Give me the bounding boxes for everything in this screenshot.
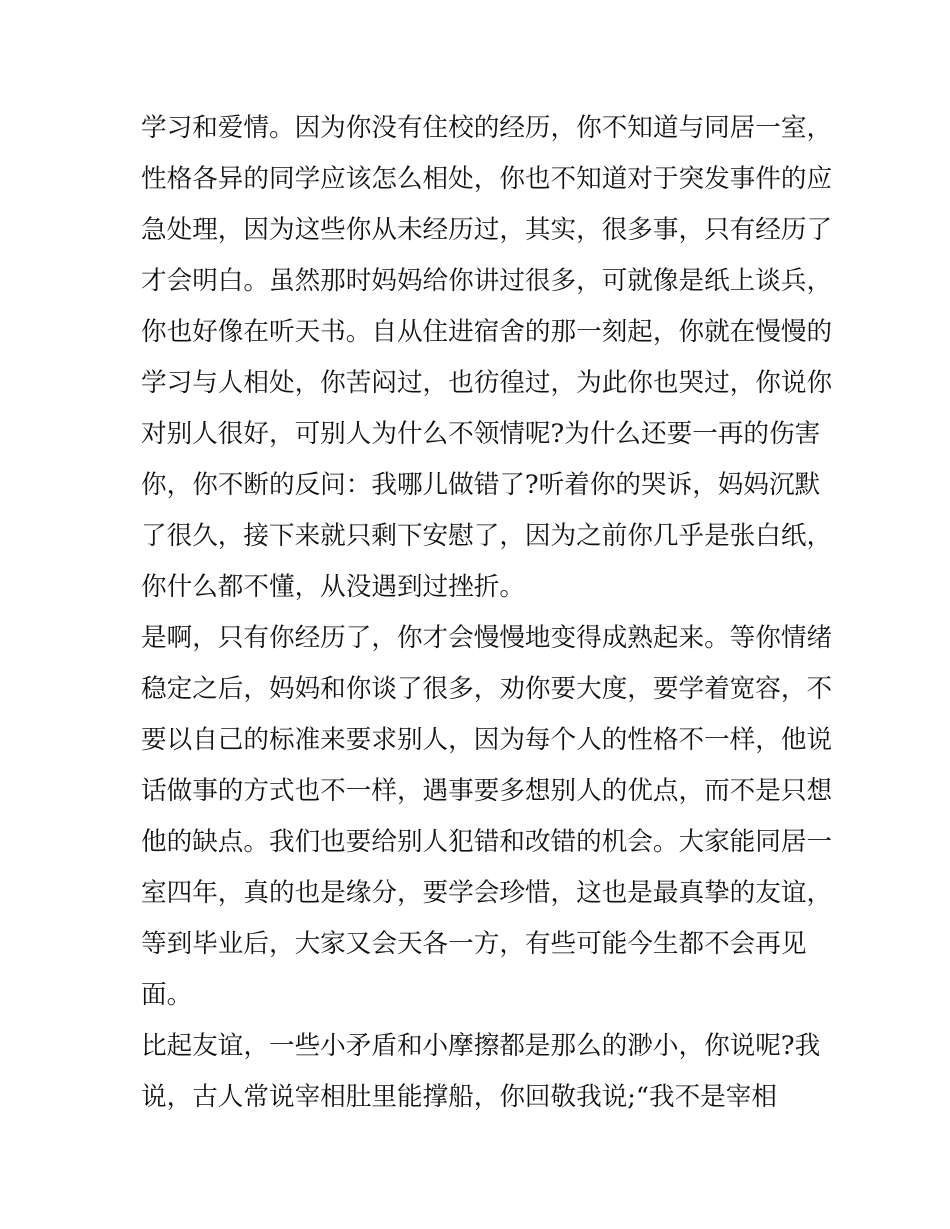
text-line: 对别人很好，可别人为什么不领情呢?为什么还要一再的伤害 bbox=[141, 419, 821, 449]
text-line: 面。 bbox=[141, 980, 193, 1010]
text-line: 才会明白。虽然那时妈妈给你讲过很多，可就像是纸上谈兵， bbox=[141, 266, 833, 296]
text-line: 话做事的方式也不一样，遇事要多想别人的优点，而不是只想 bbox=[141, 776, 833, 806]
text-line: 性格各异的同学应该怎么相处，你也不知道对于突发事件的应 bbox=[141, 164, 833, 194]
text-line: 室四年，真的也是缘分，要学会珍惜，这也是最真挚的友谊， bbox=[141, 878, 833, 908]
text-line: 你什么都不懂，从没遇到过挫折。 bbox=[141, 572, 525, 602]
text-line: 学习和爱情。因为你没有住校的经历，你不知道与同居一室， bbox=[141, 113, 833, 143]
text-line: 你也好像在听天书。自从住进宿舍的那一刻起，你就在慢慢的 bbox=[141, 317, 833, 347]
text-line: 等到毕业后，大家又会天各一方，有些可能今生都不会再见 bbox=[141, 929, 807, 959]
text-line: 你，你不断的反问：我哪儿做错了?听着你的哭诉，妈妈沉默 bbox=[141, 470, 821, 500]
text-line: 他的缺点。我们也要给别人犯错和改错的机会。大家能同居一 bbox=[141, 827, 833, 857]
text-line: 学习与人相处，你苦闷过，也彷徨过，为此你也哭过，你说你 bbox=[141, 368, 833, 398]
text-line: 急处理，因为这些你从未经历过，其实，很多事，只有经历了 bbox=[141, 215, 833, 245]
text-line: 了很久，接下来就只剩下安慰了，因为之前你几乎是张白纸， bbox=[141, 521, 833, 551]
text-line: 要以自己的标准来要求别人，因为每个人的性格不一样，他说 bbox=[141, 725, 833, 755]
text-line: 比起友谊，一些小矛盾和小摩擦都是那么的渺小，你说呢?我 bbox=[141, 1031, 821, 1061]
text-line: 稳定之后，妈妈和你谈了很多，劝你要大度，要学着宽容，不 bbox=[141, 674, 833, 704]
text-line: 说，古人常说宰相肚里能撑船，你回敬我说;“我不是宰相 bbox=[141, 1082, 777, 1112]
text-line: 是啊，只有你经历了，你才会慢慢地变得成熟起来。等你情绪 bbox=[141, 623, 833, 653]
